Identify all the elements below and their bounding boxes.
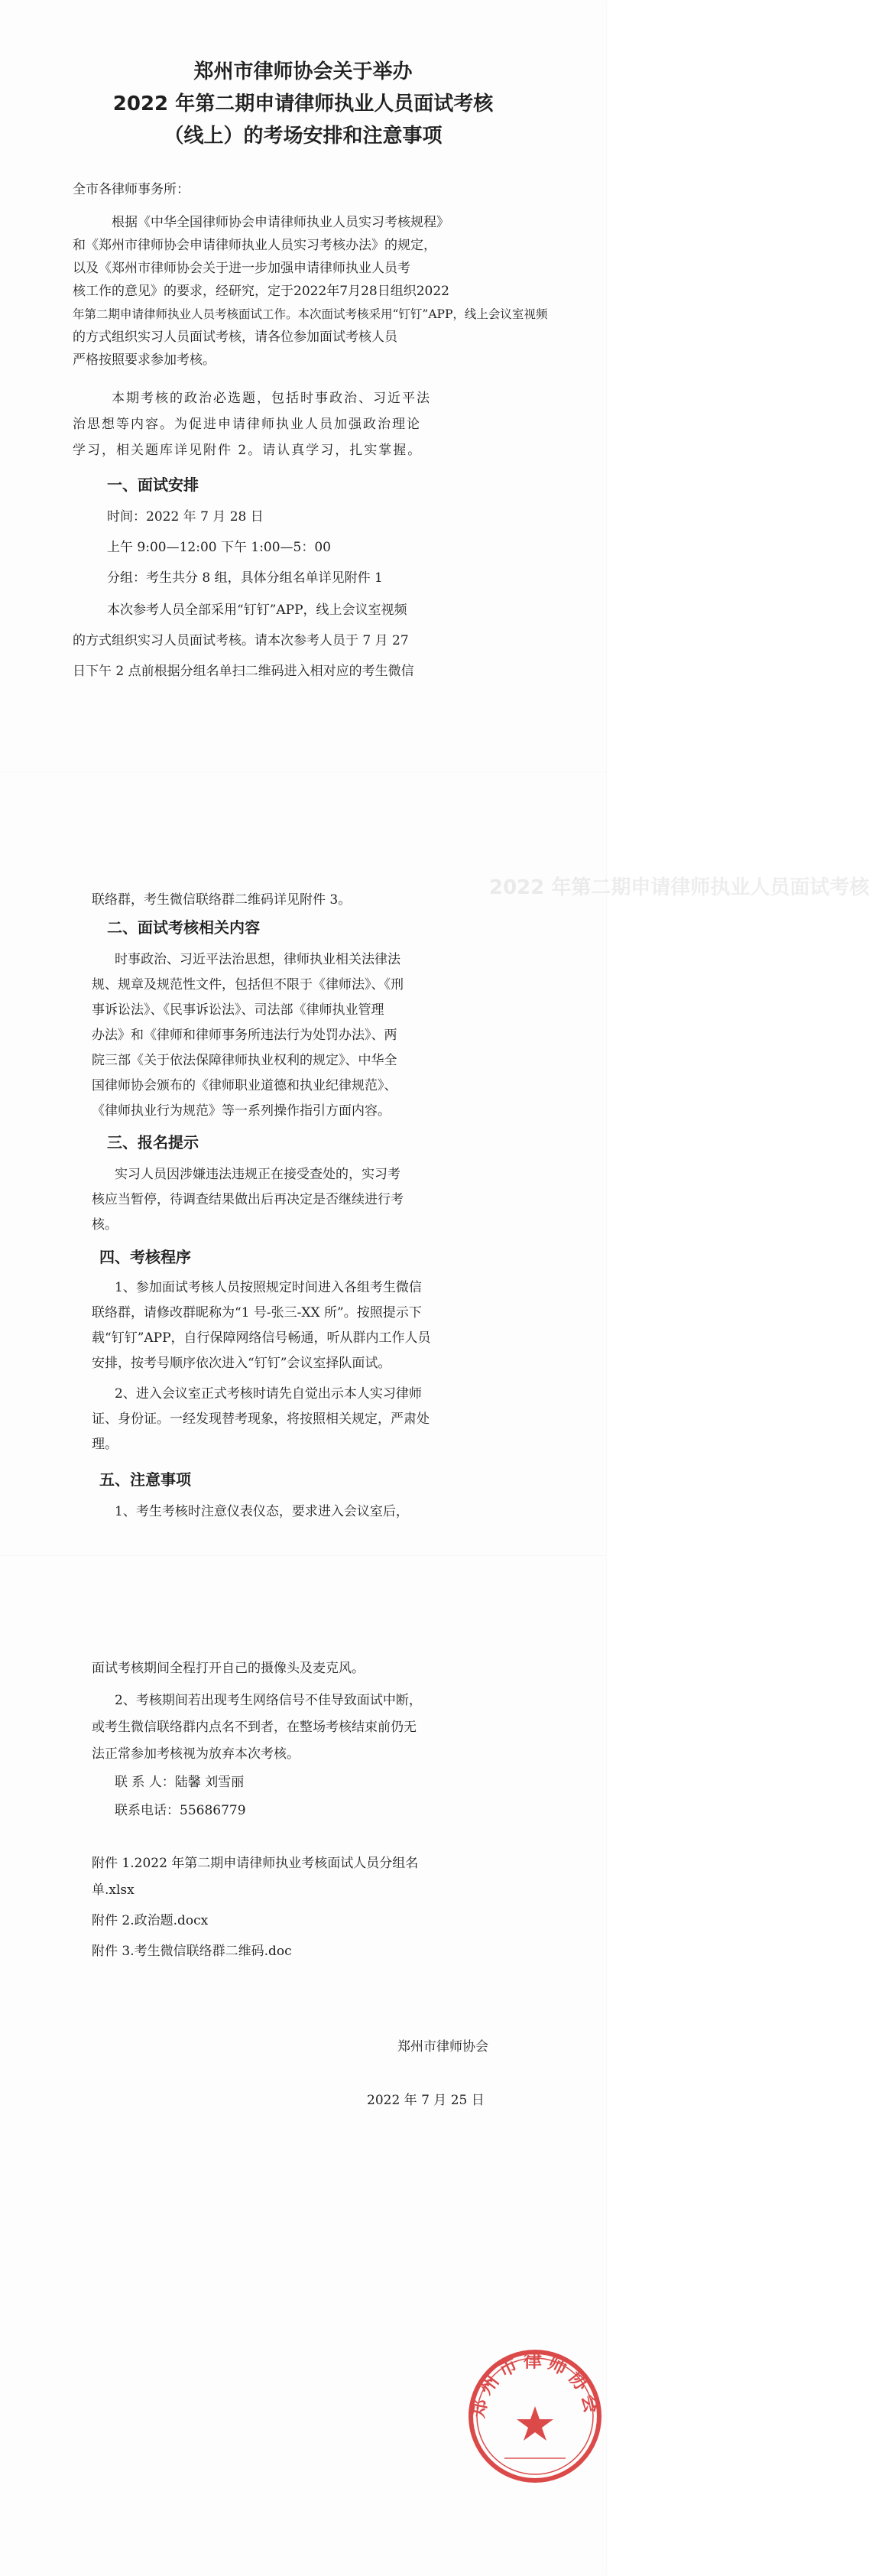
procedure-line: 理。 [92,1437,118,1452]
page-2 [0,772,869,1556]
content-line: 规、规章及规范性文件，包括但不限于《律师法》、《刑 [92,977,404,992]
intro-line: 以及《郑州市律师协会关于进一步加强申请律师执业人员考 [73,261,410,276]
registration-line: 核。 [92,1217,118,1233]
intro-line: 严格按照要求参加考核。 [73,352,216,368]
procedure-line: 安排，按考号顺序依次进入“钉钉”会议室择队面试。 [92,1356,391,1371]
section-heading-schedule: 一、面试安排 [107,476,199,494]
procedure-line: 证、身份证。一经发现替考现象，将按照相关规定，严肃处 [92,1411,430,1427]
schedule-line: 日下午 2 点前根据分组名单扫二维码进入相对应的考生微信 [73,664,414,679]
intro-line: 核工作的意见》的要求，经研究，定于2022年7月28日组织2022 [73,284,449,299]
content-line: 国律师协会颁布的《律师职业道德和执业纪律规范》、 [92,1078,397,1093]
schedule-date: 时间：2022 年 7 月 28 日 [107,509,264,525]
schedule-line: 的方式组织实习人员面试考核。请本次参考人员于 7 月 27 [73,633,409,648]
registration-line: 核应当暂停，待调查结果做出后再决定是否继续进行考 [92,1192,404,1207]
notes-continued: 面试考核期间全程打开自己的摄像头及麦克风。 [92,1661,365,1676]
section-heading-registration: 三、报名提示 [107,1133,199,1152]
schedule-grouping: 分组：考生共分 8 组，具体分组名单详见附件 1 [107,570,383,586]
seal-text: 郑州市律师协会 [466,2350,604,2420]
attachment-line: 单.xlsx [92,1882,135,1898]
intro-line: 的方式组织实习人员面试考核，请各位参加面试考核人员 [73,330,397,345]
contact-phone: 联系电话：55686779 [115,1803,246,1818]
document-title-line-2: 2022 年第二期申请律师执业人员面试考核 [112,93,494,115]
procedure-line: 联络群，请修改群昵称为“1 号-张三-XX 所”。按照提示下 [92,1305,422,1320]
procedure-line: 1、参加面试考核人员按照规定时间进入各组考生微信 [115,1280,422,1295]
notes-line: 法正常参加考核视为放弃本次考核。 [92,1746,300,1762]
signature-date: 2022 年 7 月 25 日 [367,2093,485,2108]
intro-line: 根据《中华全国律师协会申请律师执业人员实习考核规程》 [112,215,449,230]
content-line: 事诉讼法》、《民事诉讼法》、司法部《律师执业管理 [92,1002,384,1018]
section-heading-notes: 五、注意事项 [99,1470,191,1489]
intro-line: 和《郑州市律师协会申请律师执业人员实习考核办法》的规定， [73,238,436,253]
notes-line: 或考生微信联络群内点名不到者，在整场考核结束前仍无 [92,1720,417,1735]
attachment-line: 附件 3.考生微信联络群二维码.doc [92,1944,292,1959]
politics-line: 本期考核的政治必选题，包括时事政治、习近平法 [112,391,431,406]
schedule-line: 本次参考人员全部采用“钉钉”APP，线上会议室视频 [107,603,407,618]
document-title-line-1: 郑州市律师协会关于举办 [193,60,413,83]
content-line: 《律师执业行为规范》等一系列操作指引方面内容。 [92,1103,391,1119]
schedule-time: 上午 9:00—12:00 下午 1:00—5：00 [107,540,332,555]
content-line: 办法》和《律师和律师事务所违法行为处罚办法》、两 [92,1028,397,1043]
procedure-line: 载“钉钉”APP，自行保障网络信号畅通，听从群内工作人员 [92,1330,431,1346]
section-heading-procedure: 四、考核程序 [99,1248,191,1266]
content-line: 时事政治、习近平法治思想，律师执业相关法律法 [115,952,400,967]
contact-person: 联 系 人：陆馨 刘雪丽 [115,1775,245,1790]
page-1 [0,0,606,772]
politics-line: 治思想等内容。为促进申请律师执业人员加强政治理论 [73,417,421,432]
section-heading-content: 二、面试考核相关内容 [107,918,260,937]
salutation: 全市各律师事务所： [73,182,190,197]
schedule-continued: 联络群，考生微信联络群二维码详见附件 3。 [92,892,352,908]
attachment-line: 附件 2.政治题.docx [92,1913,209,1928]
procedure-line: 2、进入会议室正式考核时请先自觉出示本人实习律师 [115,1386,422,1402]
content-line: 院三部《关于依法保障律师执业权利的规定》、中华全 [92,1053,397,1068]
intro-line: 年第二期申请律师执业人员考核面试工作。本次面试考核采用“钉钉”APP，线上会议室视频 [73,307,548,321]
official-seal-stamp [462,2344,608,2489]
notes-line: 2、考核期间若出现考生网络信号不佳导致面试中断， [115,1693,422,1708]
bleed-through-text: 2022 年第二期申请律师执业人员面试考核 [489,876,869,899]
document-title-line-3: （线上）的考场安排和注意事项 [164,125,443,148]
politics-line: 学习，相关题库详见附件 2。请认真学习，扎实掌握。 [73,443,423,458]
attachment-line: 附件 1.2022 年第二期申请律师执业考核面试人员分组名 [92,1856,419,1871]
registration-line: 实习人员因涉嫌违法违规正在接受查处的，实习考 [115,1167,400,1182]
notes-line: 1、考生考核时注意仪表仪态，要求进入会议室后， [115,1504,409,1519]
signature-org: 郑州市律师协会 [397,2039,488,2055]
